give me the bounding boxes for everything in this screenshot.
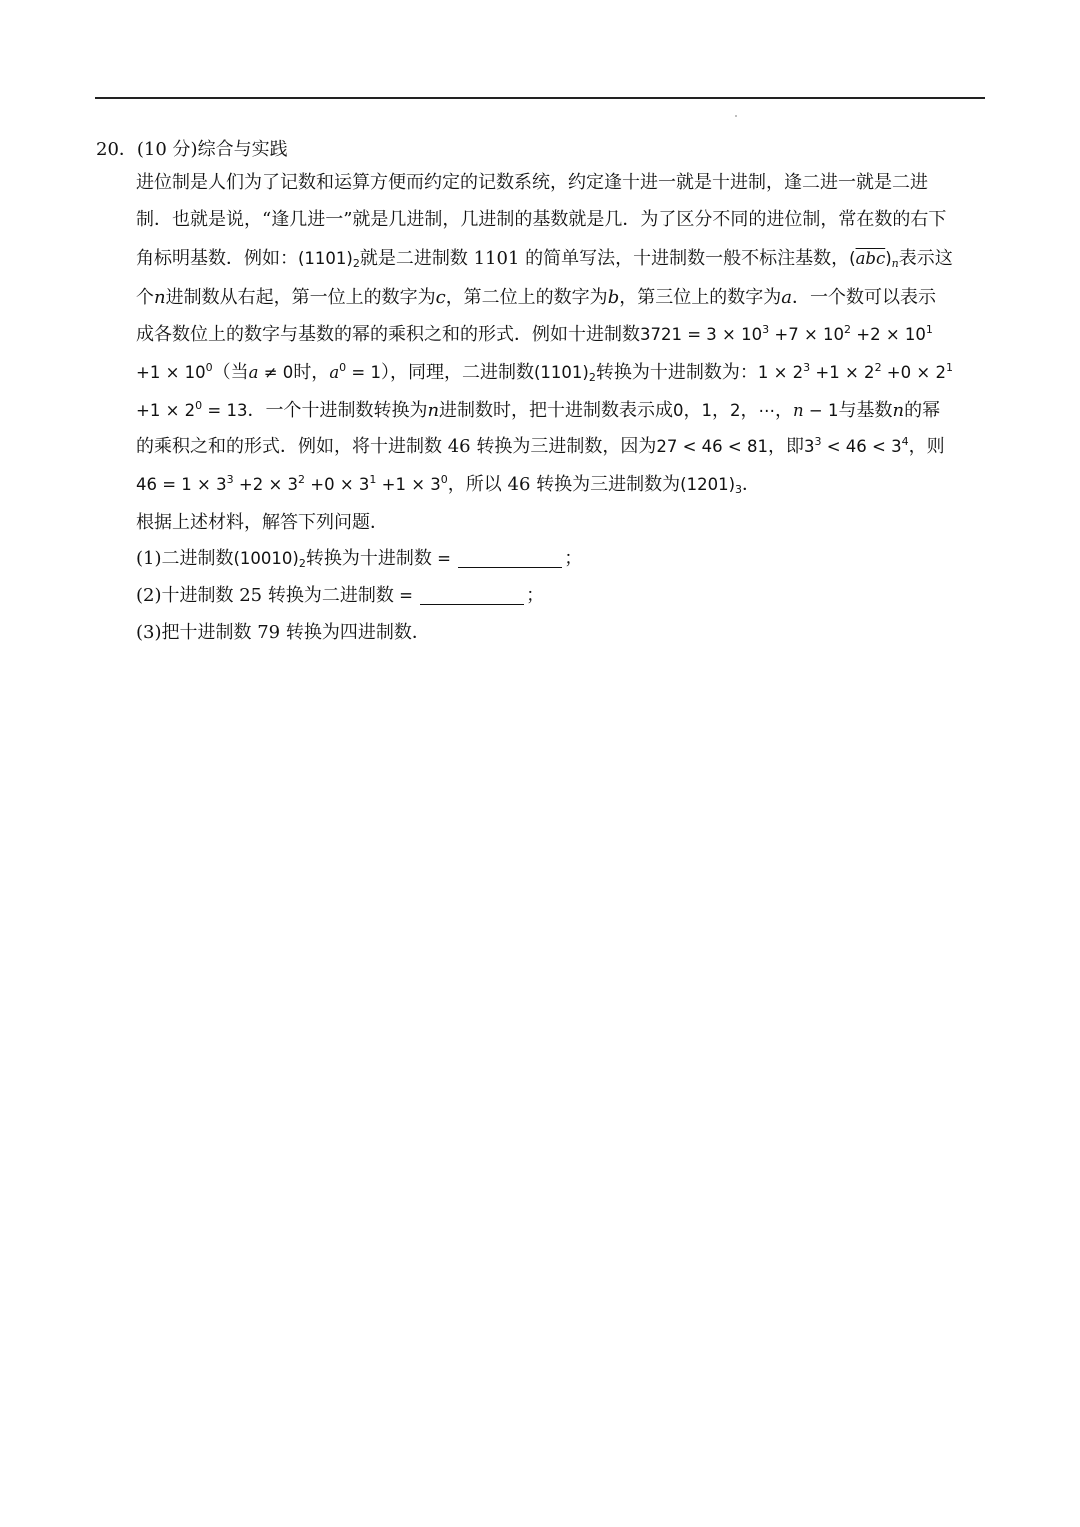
binary-example: $(1101)_2$ — [298, 249, 360, 270]
paragraph-line-6: $+1 \times 10^0$（当a ≠ 0时，$a^0 = 1$），同理，二进制数$(1101)_2$转换为十进制数为：$1 \times 2^3 +1 \times 2^2 +0 \times 2^1$ — [136, 361, 953, 384]
sub-question-3: (3)把十进制数 79 转换为四进制数． — [136, 622, 430, 643]
paragraph-line-5: 成各数位上的数字与基数的幂的乘积之和的形式．例如十进制数$3721 = 3 \times 10^3 +7 \times 10^2 +2 \times 10^1$ — [136, 323, 933, 345]
paragraph-line-2: 制．也就是说，“逢几进一”就是几进制，几进制的基数就是几．为了区分不同的进位制，常在数的右下 — [136, 209, 947, 230]
ternary-expansion: $46 = 1 \times 3^3 +2 \times 3^2 +0 \times 3^1 +1 \times 3^0$ — [136, 473, 448, 494]
abc-notation: $(\overline{abc})_n$ — [849, 249, 899, 270]
answer-blank-1[interactable] — [458, 549, 562, 568]
sub-question-1: (1)二进制数$(10010)_2$转换为十进制数 = ； — [136, 548, 583, 570]
header-rule — [95, 97, 985, 99]
paragraph-line-8: 的乘积之和的形式．例如，将十进制数 46 转换为三进制数，因为27 < 46 < 81，即$3^3 < 46 < 3^4$，则 — [136, 435, 945, 457]
answer-blank-2[interactable] — [420, 586, 524, 605]
instruction-line: 根据上述材料，解答下列问题． — [136, 512, 388, 533]
question-score: (10 分) — [136, 139, 198, 160]
question-title — [96, 137, 288, 163]
paragraph-line-3: 角标明基数．例如：$(1101)_2$就是二进制数 1101 的简单写法，十进制数一般不标注基数，$(\overline{abc})_n$表示这 — [136, 248, 953, 270]
header-dot — [735, 115, 737, 117]
paragraph-line-1: 进位制是人们为了记数和运算方便而约定的记数系统，约定逢十进一就是十进制，逢二进一就是二进 — [136, 172, 928, 193]
paragraph-line-7: $+1 \times 2^0 = 13$．一个十进制数转换为n进制数时，把十进制数表示成0，1，2，⋯，n − 1与基数n的幂 — [136, 399, 941, 421]
decimal-expansion-example: $3721 = 3 \times 10^3 +7 \times 10^2 +2 \times 10^1$ — [640, 323, 933, 344]
sub-question-2: (2)十进制数 25 转换为二进制数 = ； — [136, 585, 545, 606]
question-topic: 综合与实践 — [197, 139, 288, 160]
paragraph-line-4: 个n进制数从右起，第一位上的数字为c，第二位上的数字为b，第三位上的数字为a．一个数可以表示 — [136, 287, 936, 308]
paragraph-line-9: $46 = 1 \times 3^3 +2 \times 3^2 +0 \times 3^1 +1 \times 3^0$，所以 46 转换为三进制数为$(1201)_3$． — [136, 473, 761, 496]
question-number: 20． — [96, 139, 137, 160]
